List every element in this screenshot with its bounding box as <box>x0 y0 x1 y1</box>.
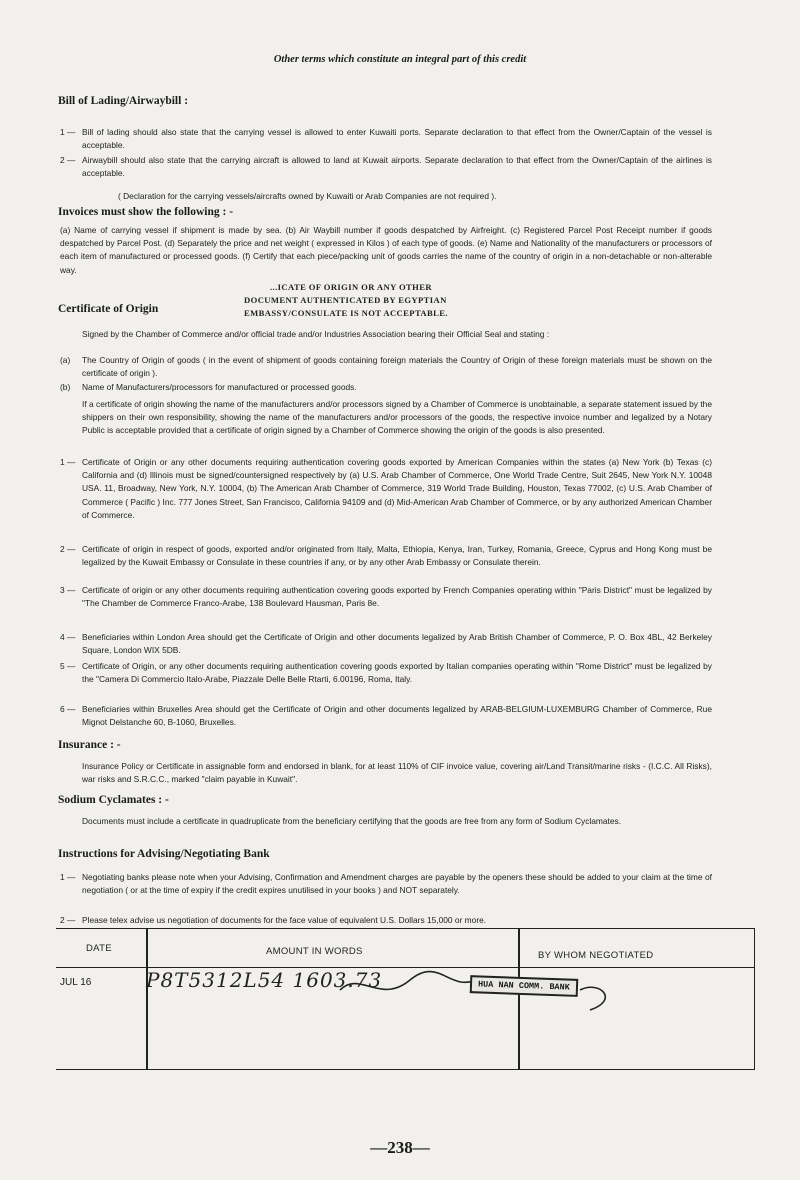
table-header-by-whom: BY WHOM NEGOTIATED <box>538 950 654 961</box>
instructions-item-2-text: Please telex advise us negotiation of documents for the face value of equivalent U.S. Dollars 15,000 or more. <box>82 915 487 925</box>
bill-item-2-text: Airwaybill should also state that the carrying aircraft is allowed to land at Kuwait airports. Separate declaration to that effect from the Owner/Captain of the airlines is acceptable. <box>82 155 712 179</box>
origin-item-3-text: Certificate of origin or any other documents requiring authentication covering goods exported by French Companies operating within "Paris District" must be legalized by "The Chamber de Commerce Franco-Arabe, 138 Boulevard Hausman, Paris 8e. <box>82 585 712 609</box>
origin-item-1-text: Certificate of Origin or any other documents requiring authentication covering goods exported by American Companies within the states (a) New York (b) Texas (c) California and (d) Illinois must be signed/countersigned respectively by (a) U.S. Arab Chamber of Commerce, One World Trade Centre, Suit 2645, New York N.Y. 10048 USA. 11, Broadway, New York, N.Y. 10004, (b) The American Arab Chamber of Commerce, 319 World Trade Building, Houston, Texas 77002, (c) U.S. Arab Chamber of Commerce ( Pacific ) Inc. 777 Jones Street, San Francisco, California 94109 and (d) Mid-American Arab Chamber of Commerce, or by any authorized American Chamber of Commerce. <box>82 457 712 520</box>
bill-item-1-num: 1 — <box>60 127 76 137</box>
page-title: Other terms which constitute an integral part of this credit <box>273 54 527 65</box>
origin-item-5-text: Certificate of Origin, or any other documents requiring authentication covering goods exported by Italian companies operating within "Rome District" must be legalized by the "Camera Di Commercio Italo-Arabe, Piazzale Delle Belle Rtarti, 6.00196, Roma, Italy. <box>82 661 712 685</box>
origin-b-para: If a certificate of origin showing the name of the manufacturers and/or processors signed by a Chamber of Commerce is unobtainable, a separate statement issued by the shippers on their own responsibility, showing the name of the manufacturers and/or processors of the goods, the respective invoice number and legalized by a Notary Public is acceptable provided that a certificate of origin signed by a Chamber of Commerce showing the origin of the goods is also presented. <box>82 399 712 436</box>
bill-item-2-num: 2 — <box>60 155 76 165</box>
instructions-heading: Instructions for Advising/Negotiating Bank <box>58 848 270 860</box>
table-row-date: JUL 16 <box>60 977 92 988</box>
origin-item-1-num: 1 — <box>60 457 76 467</box>
origin-item-5-num: 5 — <box>60 661 76 671</box>
origin-item-4-num: 4 — <box>60 632 76 642</box>
handwritten-amount: P8T5312L54 1603.73 <box>146 968 383 992</box>
origin-a-text: The Country of Origin of goods ( in the event of shipment of goods containing foreign materials the Country of Origin of these foreign materials must be shown on the certificate of origin ). <box>82 355 712 379</box>
instructions-item-1-num: 1 — <box>60 872 76 882</box>
origin-heading: Certificate of Origin <box>58 303 159 315</box>
origin-item-2-text: Certificate of origin in respect of goods, exported and/or originated from Italy, Malta, Ethiopia, Kenya, Iran, Turkey, Romania, Greece, Cyprus and Hong Kong must be legalized by the Kuwait Embassy or Consulate in these countries if any, or by any other Arab Embassy or Consulate therein. <box>82 544 712 568</box>
bill-item-1-text: Bill of lading should also state that the carrying vessel is allowed to enter Kuwaiti ports. Separate declaration to that effect from the Owner/Captain of the vessel is acceptable. <box>82 127 712 151</box>
invoices-text: (a) Name of carrying vessel if shipment is made by sea. (b) Air Waybill number if goods despatched by Airfreight. (c) Registered Parcel Post Receipt number if goods despatched by Parcel Post. (d) Separately the price and net weight ( expressed in Kilos ) of each type of goods. (e) Name and Nationality of the manufacturers or processors of each item of manufactured or processed goods. (f) Certify that each piece/packing unit of goods carries the name of the country of origin in a non-detachable or non-alterable way. <box>60 225 712 275</box>
origin-item-6-text: Beneficiaries within Bruxelles Area should get the Certificate of Origin and other documents legalized by ARAB-BELGIUM-LUXEMBURG Chamber of Commerce, Rue Mignot Delstanche 60, B-1060, Bruxelles. <box>82 704 712 728</box>
insurance-text: Insurance Policy or Certificate in assignable form and endorsed in blank, for at least 110% of CIF invoice value, covering air/Land Transit/marine risks - (I.C.C. All Risks), war risks and S.R.C.C., marked "claim payable in Kuwait". <box>82 761 712 785</box>
sodium-text: Documents must include a certificate in quadruplicate from the beneficiary certifying that the goods are free from any form of Sodium Cyclamates. <box>82 816 622 826</box>
origin-a-num: (a) <box>60 355 71 365</box>
page-number: —238— <box>370 1138 430 1157</box>
bill-heading: Bill of Lading/Airwaybill : <box>58 95 189 107</box>
table-header-amount: AMOUNT IN WORDS <box>266 946 363 957</box>
stamp-line-3: EMBASSY/CONSULATE IS NOT ACCEPTABLE. <box>244 308 448 318</box>
origin-b-num: (b) <box>60 382 71 392</box>
bill-note: ( Declaration for the carrying vessels/aircrafts owned by Kuwaiti or Arab Companies are not required ). <box>118 191 497 201</box>
origin-b-text: Name of Manufacturers/processors for manufactured or processed goods. <box>82 382 357 392</box>
origin-intro: Signed by the Chamber of Commerce and/or official trade and/or Industries Association bearing their Official Seal and stating : <box>82 329 550 339</box>
bank-stamp: HUA NAN COMM. BANK <box>470 975 578 997</box>
stamp-line-1: ...ICATE OF ORIGIN OR ANY OTHER <box>270 282 433 292</box>
stamp-line-2: DOCUMENT AUTHENTICATED BY EGYPTIAN <box>244 295 447 305</box>
origin-item-4-text: Beneficiaries within London Area should get the Certificate of Origin and other documents legalized by Arab British Chamber of Commerce, P. O. Box 4BL, 42 Berkeley Square, London WIX 5DB. <box>82 632 712 656</box>
origin-item-2-num: 2 — <box>60 544 76 554</box>
origin-item-3-num: 3 — <box>60 585 76 595</box>
instructions-item-2-num: 2 — <box>60 915 76 925</box>
table-divider-1 <box>146 929 148 1069</box>
origin-item-6-num: 6 — <box>60 704 76 714</box>
insurance-heading: Insurance : - <box>58 739 121 751</box>
invoices-heading: Invoices must show the following : - <box>58 206 234 218</box>
table-header-date: DATE <box>86 943 112 954</box>
sodium-heading: Sodium Cyclamates : - <box>58 794 169 806</box>
instructions-item-1-text: Negotiating banks please note when your Advising, Confirmation and Amendment charges are payable by the openers these should be added to your claim at the time of negotiation ( or at the time of expiry if the credit expires unutilised in your books ) and NOT separately. <box>82 872 712 896</box>
